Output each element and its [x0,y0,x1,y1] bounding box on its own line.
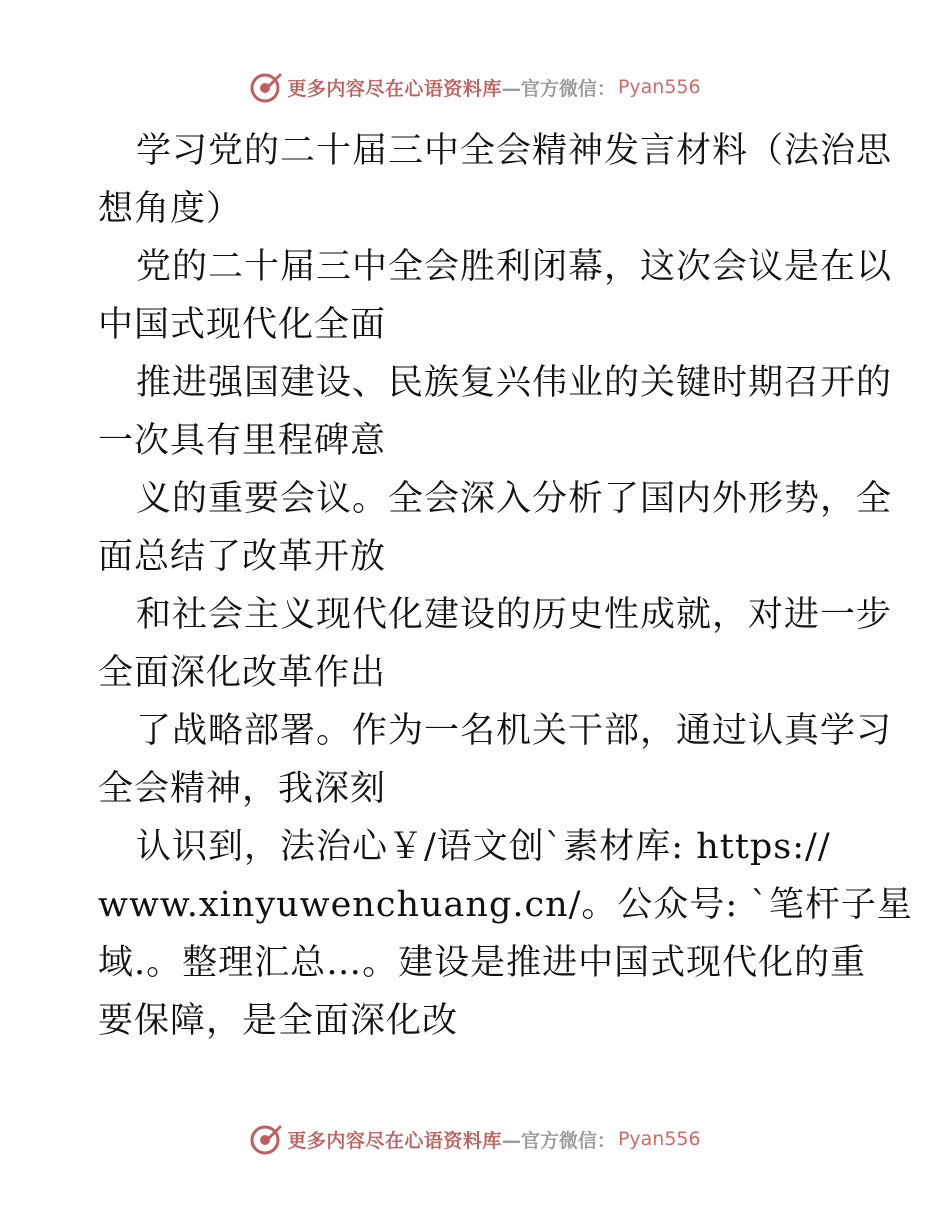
text-line: 中国式现代化全面 [98,305,387,345]
text-line: 想角度） [98,189,243,229]
text-line: 党的二十届三中全会胜利闭幕，这次会议是在以 [136,247,893,287]
text-line: 义的重要会议。全会深入分析了国内外形势，全 [136,479,893,519]
text-line: 全会精神，我深刻 [98,769,387,809]
text-line: 推进强国建设、民族复兴伟业的关键时期召开的 [136,363,893,403]
text-line: 域.。整理汇总…。建设是推进中国式现代化的重 [98,943,867,983]
banner-main-text: 更多内容尽在心语资料库 [287,1129,502,1152]
text-line: 要保障，是全面深化改 [98,1001,459,1041]
banner-side-text: —官方微信： [501,77,616,100]
text-line: 学习党的二十届三中全会精神发言材料（法治思 [136,131,893,171]
text-line: 一次具有里程碑意 [98,421,387,461]
text-line: 全面深化改革作出 [98,653,387,693]
banner-side-text: —官方微信： [501,1129,616,1152]
text-line: 和社会主义现代化建设的历史性成就，对进一步 [136,595,893,635]
banner-wechat-id: Pyan556 [617,76,701,98]
document-body [98,122,913,1050]
footer-watermark [0,1122,950,1156]
banner-main-text: 更多内容尽在心语资料库 [287,77,502,100]
text-line: 了战略部署。作为一名机关干部，通过认真学习 [136,711,893,751]
pen-logo-icon [249,1122,283,1156]
banner-wechat-id: Pyan556 [617,1128,701,1150]
text-line: www.xinyuwenchuang.cn/。公众号: `笔杆子星 [98,885,913,925]
text-line: 面总结了改革开放 [98,537,387,577]
pen-logo-icon [249,70,283,104]
text-line: 认识到，法治心￥/语文创`素材库: https:// [136,827,831,867]
header-watermark [0,70,950,104]
